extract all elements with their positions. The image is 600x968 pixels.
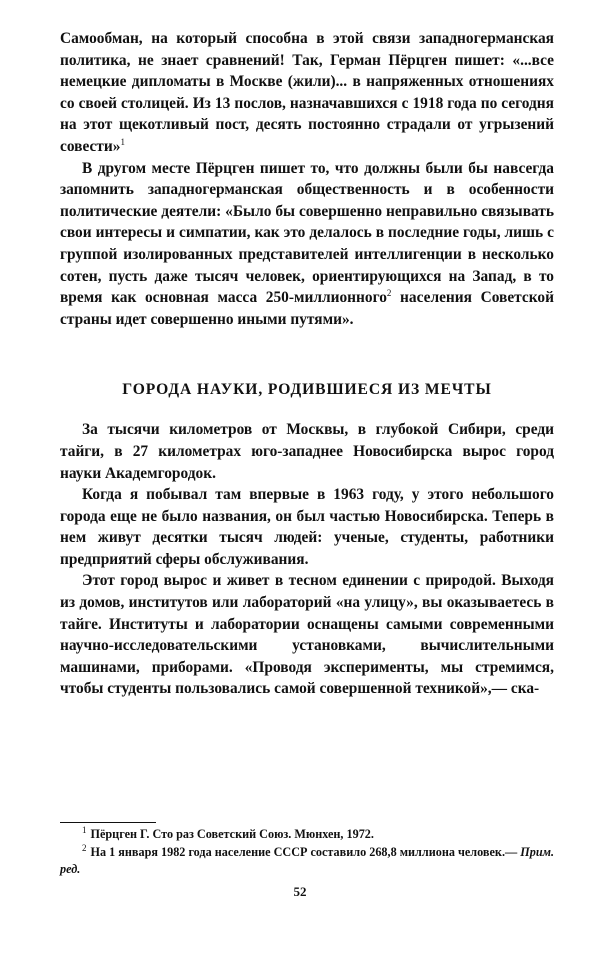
paragraph-first-visit: Когда я побывал там впервые в 1963 году, у этого небольшого города еще не было названия, он был частью Новосибирска. Теперь в нем живут десятки тысяч людей: ученые, студенты, работники предприятий сферы обслуживания. (60, 486, 554, 568)
paragraph-text: Самообман, на который способна в этой связи западногерманская политика, не знает сравнений! Так, Герман Пёрцген пишет: «...все немецкие дипломаты в Москве (жили)... в напряженных отношениях со своей столицей. Из 13 послов, назначавшихся с 1918 года по сегодня на этот щекотливый пост, десять постоянно страдали от угрызений совести» (60, 30, 554, 155)
footnote-marker: 1 (82, 825, 87, 835)
footnote-ref-1: 1 (120, 136, 125, 147)
footnote-2 (60, 844, 554, 879)
footnote-1 (60, 826, 554, 844)
paragraph-self-deception (60, 28, 554, 158)
footnote-marker: 2 (82, 842, 87, 853)
paragraph-akademgorodok: За тысячи километров от Москвы, в глубокой Сибири, среди тайги, в 27 километрах юго-западнее Новосибирска вырос город науки Академгородок. (60, 421, 554, 482)
paragraph-city-nature: Этот город вырос и живет в тесном единении с природой. Выходя из домов, институтов или лабораторий «на улицу», вы оказываетесь в тайге. Институты и лаборатории оснащены самыми современными научно-исследовательскими установками, вычислительными машинами, приборами. «Проводя эксперименты, мы стремимся, чтобы студенты пользовались самой совершенной техникой»,— ска- (60, 572, 554, 698)
page-body (60, 28, 554, 700)
paragraph-text: В другом месте Пёрцген пишет то, что должны были бы навсегда запомнить западногерманская общественность и в особенности политические деятели: «Было бы совершенно неправильно связывать свои интересы и симпатии, как это делалось в последние годы, лишь с группой изолированных представителей интеллигенции в несколько сотен, пусть даже тысяч человек, ориентирующихся на Запад, в то время как основная масса 250-миллионного (60, 159, 554, 307)
footnote-divider (60, 822, 156, 823)
footnote-text: На 1 января 1982 года население СССР составило 268,8 миллиона человек.— (90, 844, 521, 859)
footnotes (60, 826, 554, 879)
paragraph-text-continued: населения Советской страны идет совершенно иными путями». (60, 289, 554, 328)
footnote-ref-2: 2 (386, 288, 392, 299)
paragraph-quote-perzgen (60, 158, 554, 331)
footnote-text: Пёрцген Г. Сто раз Советский Союз. Мюнхен, 1972. (90, 827, 374, 841)
page-number: 52 (293, 884, 307, 899)
section-heading: ГОРОДА НАУКИ, РОДИВШИЕСЯ ИЗ МЕЧТЫ (122, 381, 492, 399)
editor-note: Прим. ред. (60, 844, 554, 876)
